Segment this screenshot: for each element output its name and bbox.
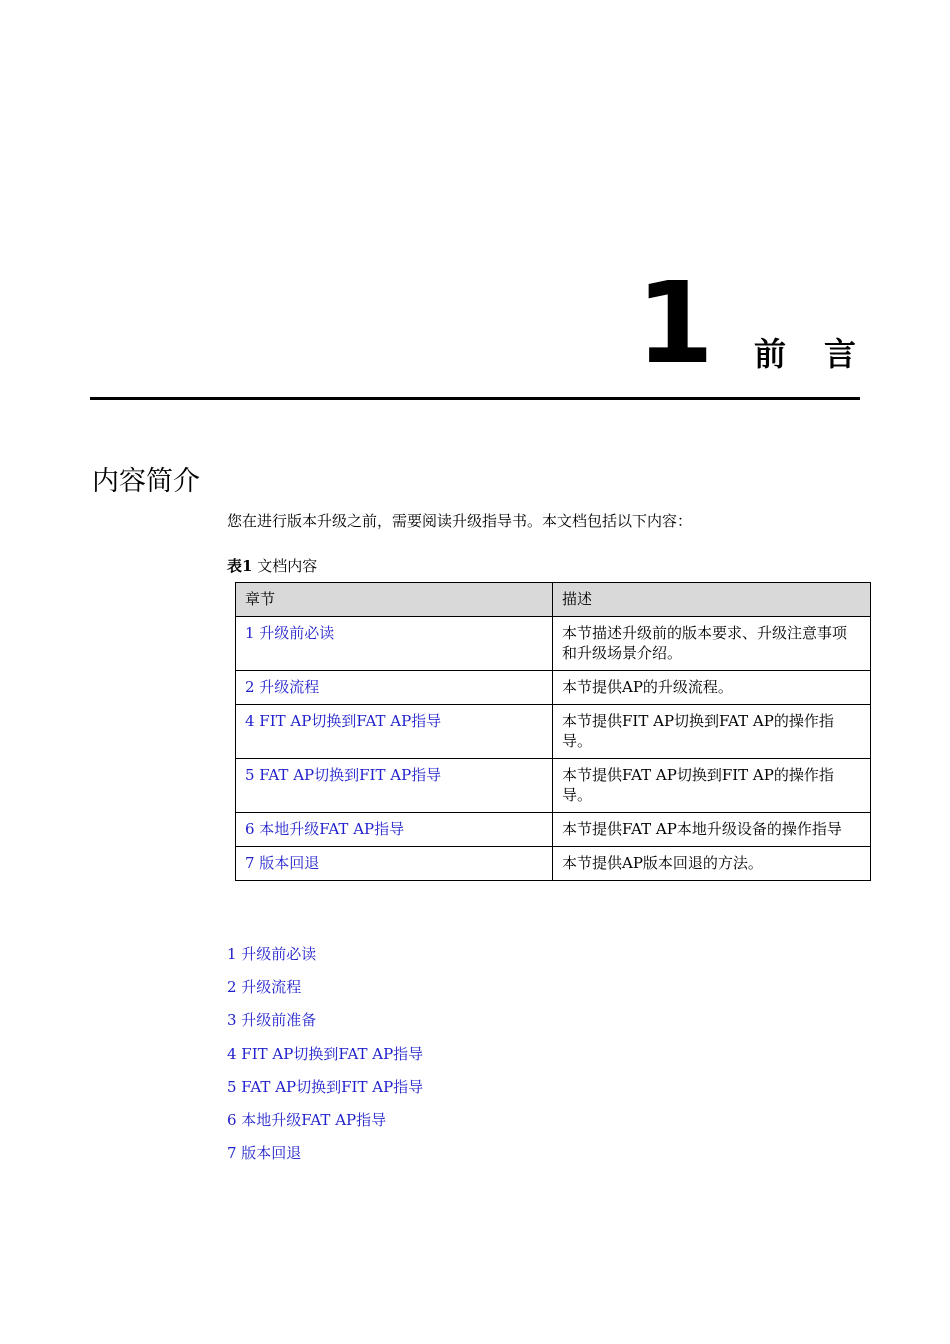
chapter-divider xyxy=(90,397,860,400)
toc-list xyxy=(227,943,423,1175)
table-caption-label: 表1 xyxy=(227,557,253,575)
chapter-number: 1 xyxy=(636,259,714,389)
toc-link[interactable]: 5 FAT AP切换到FIT AP指导 xyxy=(227,1077,424,1096)
chapter-description: 本节提供AP的升级流程。 xyxy=(553,671,871,705)
chapter-link[interactable]: 2 升级流程 xyxy=(245,678,320,696)
chapter-link[interactable]: 5 FAT AP切换到FIT AP指导 xyxy=(245,766,442,784)
toc-link[interactable]: 7 版本回退 xyxy=(227,1144,302,1163)
chapter-link[interactable]: 4 FIT AP切换到FAT AP指导 xyxy=(245,712,442,730)
table-row xyxy=(236,847,871,881)
intro-paragraph: 您在进行版本升级之前，需要阅读升级指导书。本文档包括以下内容： xyxy=(227,512,693,530)
chapter-description: 本节提供FAT AP本地升级设备的操作指导 xyxy=(553,813,871,847)
chapter-description: 本节提供FIT AP切换到FAT AP的操作指导。 xyxy=(553,705,871,759)
header-description: 描述 xyxy=(553,583,871,617)
toc-link[interactable]: 3 升级前准备 xyxy=(227,1011,317,1030)
toc-link[interactable]: 2 升级流程 xyxy=(227,978,302,997)
chapter-link[interactable]: 6 本地升级FAT AP指导 xyxy=(245,820,405,838)
table-header-row xyxy=(236,583,871,617)
table-caption-text: 文档内容 xyxy=(252,557,318,575)
chapter-title: 前言 xyxy=(754,335,895,373)
table-row xyxy=(236,617,871,671)
section-title: 内容简介 xyxy=(92,466,200,497)
chapter-description: 本节提供AP版本回退的方法。 xyxy=(553,847,871,881)
table-caption xyxy=(227,556,317,576)
chapter-description: 本节描述升级前的版本要求、升级注意事项和升级场景介绍。 xyxy=(553,617,871,671)
header-chapter: 章节 xyxy=(236,583,553,617)
chapter-link[interactable]: 1 升级前必读 xyxy=(245,624,335,642)
document-contents-table xyxy=(235,582,871,881)
table-row xyxy=(236,671,871,705)
chapter-description: 本节提供FAT AP切换到FIT AP的操作指导。 xyxy=(553,759,871,813)
toc-link[interactable]: 1 升级前必读 xyxy=(227,945,317,963)
table-row xyxy=(236,705,871,759)
table-row xyxy=(236,759,871,813)
toc-link[interactable]: 4 FIT AP切换到FAT AP指导 xyxy=(227,1044,424,1063)
table-row xyxy=(236,813,871,847)
chapter-link[interactable]: 7 版本回退 xyxy=(245,854,320,872)
toc-link[interactable]: 6 本地升级FAT AP指导 xyxy=(227,1110,387,1129)
